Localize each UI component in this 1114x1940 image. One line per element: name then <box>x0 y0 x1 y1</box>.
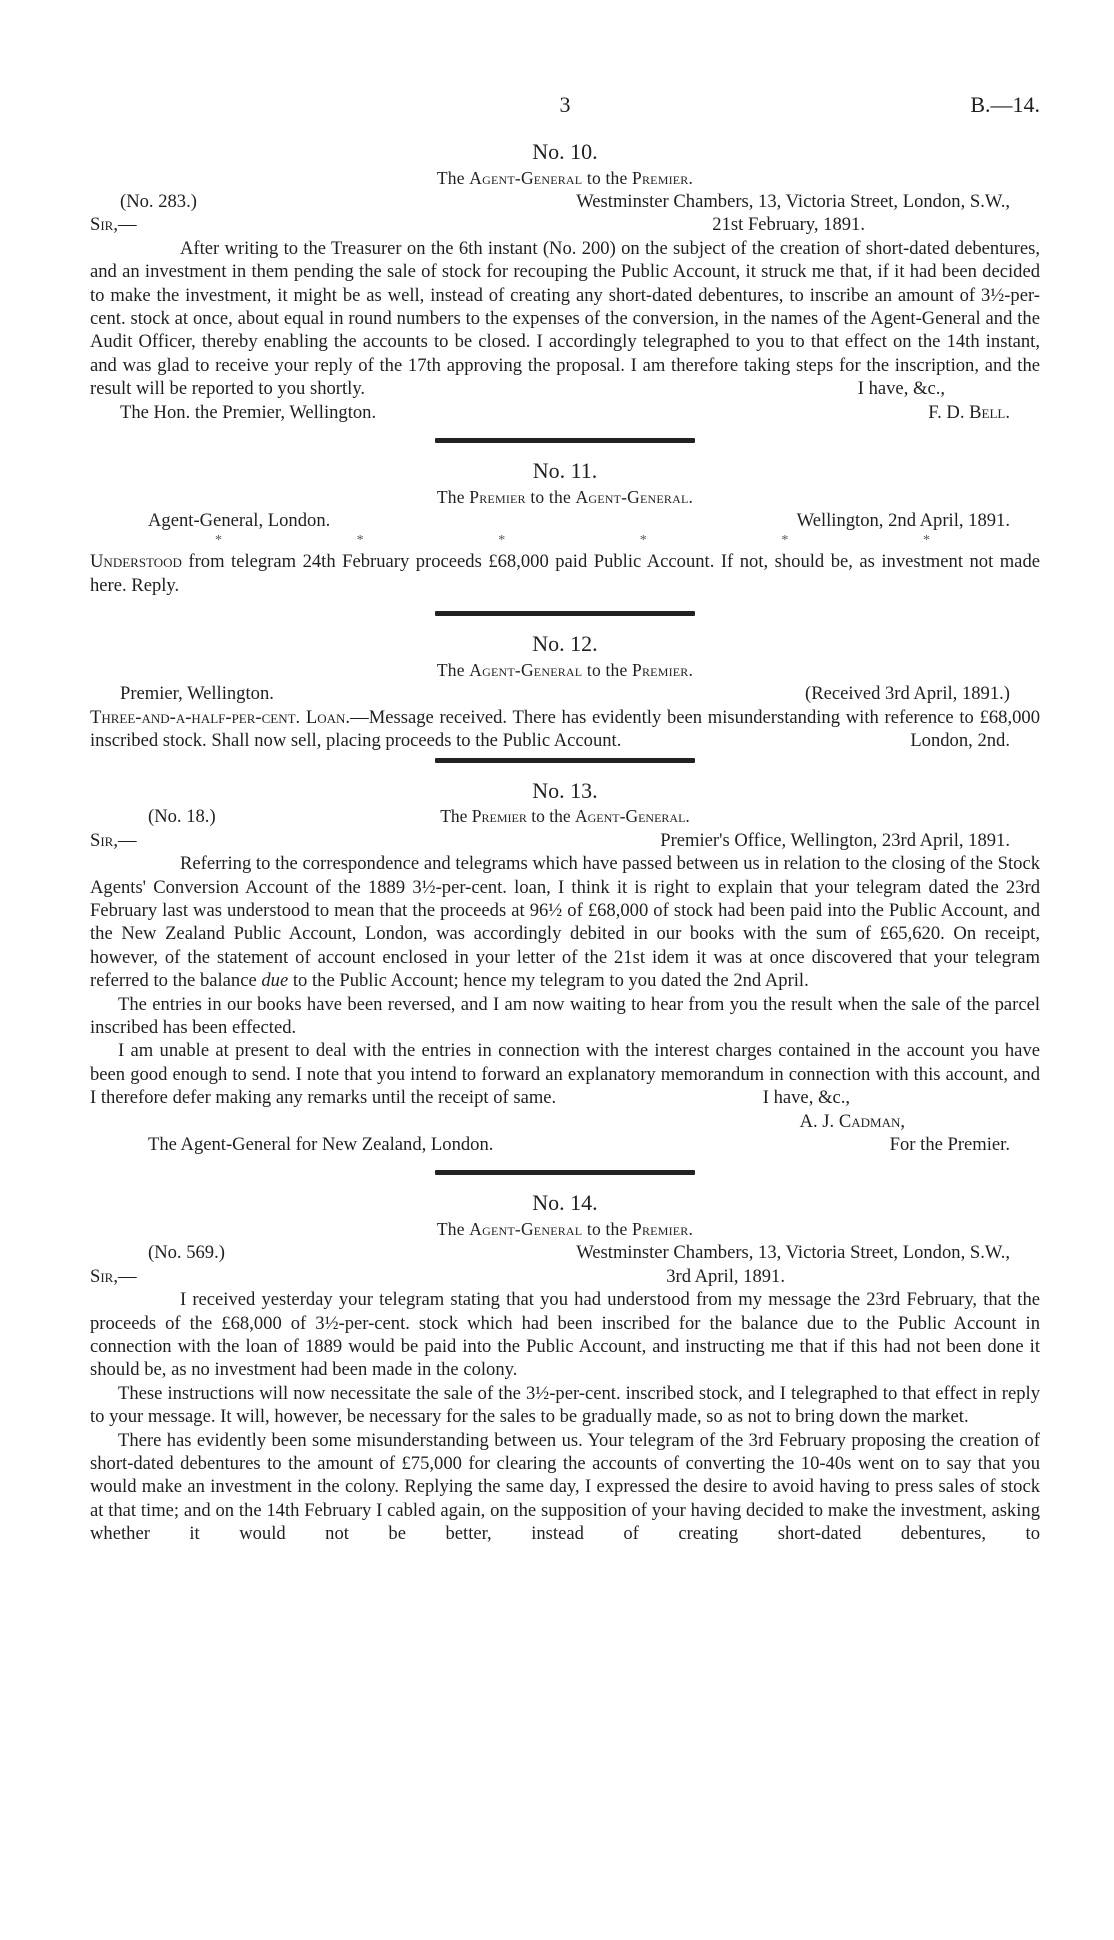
section-divider <box>435 438 695 443</box>
letter-number: No. 13. <box>532 778 598 804</box>
telegram-place: London, 2nd. <box>910 730 1010 752</box>
letter-from-to: The Agent-General to the Premier. <box>436 660 694 681</box>
letter-paragraph-2: These instructions will now necessitate the sale of the 3½-per-cent. inscribed stock, and I telegraphed to that effect in reply to your message. It will, however, be necessary for the sales to be gradually made, so as not to bring down the market. <box>90 1382 1040 1428</box>
letter-paragraph-3: There has evidently been some misunderstanding between us. Your telegram of the 3rd February proposing the creation of short-dated debentures to the amount of £75,000 for clearing the accounts of converting the 10-40s went on to say that you would make an investment in the colony. Replying the same day, I expressed the desire to avoid having to press sales of stock at that time; and on the 14th February I cabled again, on the supposition of your having decided to make the investment, asking whether it would not be better, instead of creating short-dated debentures, to <box>90 1429 1040 1545</box>
letter-date: 3rd April, 1891. <box>666 1265 785 1287</box>
addressee: The Hon. the Premier, Wellington. <box>120 401 377 423</box>
letter-from-to: The Agent-General to the Premier. <box>436 168 694 188</box>
section-divider <box>435 758 695 763</box>
letter-ref-number: (No. 283.) <box>120 191 197 212</box>
section-divider <box>435 1170 695 1175</box>
telegram-place-date: Wellington, 2nd April, 1891. <box>796 510 1010 532</box>
letter-no-13 <box>90 777 1040 1175</box>
asterisks: * * * * * * <box>215 533 930 549</box>
closing: I have, &c., <box>762 1087 850 1109</box>
letter-ref-number: (No. 569.) <box>148 1242 225 1264</box>
letter-paragraph-2: The entries in our books have been reversed, and I am now waiting to hear from you the result when the sale of the parcel inscribed has been effected. <box>90 993 1040 1039</box>
page-header <box>90 92 1040 132</box>
letter-ref-number: (No. 18.) <box>148 806 216 828</box>
signature-capacity: For the Premier. <box>889 1134 1010 1156</box>
letter-number: No. 10. <box>532 139 598 164</box>
letter-address: Westminster Chambers, 13, Victoria Street, London, S.W., <box>576 1242 1010 1264</box>
letter-no-12 <box>90 630 1040 763</box>
signature: A. J. Cadman, <box>799 1110 905 1132</box>
telegram-to: Agent-General, London. <box>148 510 331 532</box>
document-reference: B.—14. <box>970 92 1040 117</box>
section-divider <box>435 611 695 616</box>
salutation: Sir,— <box>90 1265 137 1287</box>
letter-from-to: The Premier to the Agent-General. <box>436 487 694 508</box>
telegram-to: Premier, Wellington. <box>120 683 274 705</box>
received-date: (Received 3rd April, 1891.) <box>805 683 1010 705</box>
signature: F. D. Bell. <box>928 401 1010 423</box>
letter-body: After writing to the Treasurer on the 6th instant (No. 200) on the subject of the creation of short-dated debentures, and an investment in them pending the sale of stock for recouping the Public Account, it struck me that, if it had been decided to make the investment, it might be as well, instead of creating any short-dated debentures, to inscribe an amount of 3½-per-cent. stock at once, about equal in round numbers to the expenses of the conversion, in the names of the Agent-General and the Audit Officer, thereby enabling the accounts to be closed. I accordingly telegraphed to you to that effect on the 14th instant, and was glad to receive your reply of the 17th approving the proposal. I am therefore taking steps for the inscription, and the result will be reported to you shortly. <box>90 237 1040 400</box>
addressee: The Agent-General for New Zealand, London. <box>148 1134 494 1156</box>
telegram-body: Three-and-a-half-per-cent. Loan.—Message received. There has evidently been misunderstanding with reference to £68,000 inscribed stock. Shall now sell, placing proceeds to the Public Account. <box>90 706 1040 752</box>
letter-paragraph-1: Referring to the correspondence and telegrams which have passed between us in relation to the closing of the Stock Agents' Conversion Account of the 1889 3½-per-cent. loan, I think it is right to explain that your telegram dated the 23rd February last was understood to mean that the proceeds at 96½ of £68,000 of stock had been paid into the Public Account, and the New Zealand Public Account, London, was accordingly debited in our books with the sum of £65,620. On receipt, however, of the statement of account enclosed in your letter of the 21st idem it was at once discovered that your telegram referred to the balance due to the Public Account; hence my telegram to you dated the 2nd April. <box>90 853 1040 992</box>
salutation: Sir,— <box>90 829 137 851</box>
telegram-body: Understood from telegram 24th February proceeds £68,000 paid Public Account. If not, should be, as investment not made here. Reply. <box>90 551 1040 596</box>
document-page <box>90 92 1040 1546</box>
letter-number: No. 14. <box>532 1190 598 1216</box>
letter-number: No. 11. <box>532 458 598 484</box>
letter-paragraph-1: I received yesterday your telegram stating that you had understood from my message the 23rd February, that the proceeds of the £68,000 of 3½-per-cent. stock which had been inscribed for the balance due to the Public Account in connection with the loan of 1889 would be paid into the Public Account, and instructing me that if this had not been done it should be, as no investment had been made in the colony. <box>90 1289 1040 1381</box>
closing: I have, &c., <box>857 378 945 400</box>
letter-from-to: The Premier to the Agent-General. <box>440 806 690 827</box>
salutation: Sir,— <box>90 214 137 236</box>
letter-number: No. 12. <box>532 631 598 657</box>
letter-address: Premier's Office, Wellington, 23rd April, 1891. <box>660 829 1010 851</box>
letter-no-11 <box>90 457 1040 616</box>
letter-no-10 <box>90 138 1040 443</box>
letter-date: 21st February, 1891. <box>712 214 865 236</box>
letter-no-14 <box>90 1189 1040 1545</box>
letter-address: Westminster Chambers, 13, Victoria Street, London, S.W., <box>576 191 1010 212</box>
page-number: 3 <box>559 92 571 117</box>
letter-from-to: The Agent-General to the Premier. <box>436 1219 694 1240</box>
letter-paragraph-3: I am unable at present to deal with the entries in connection with the interest charges contained in the account you have been good enough to send. I note that you intend to forward an explanatory memorandum in connection with this account, and I therefore defer making any remarks until the receipt of same. <box>90 1040 1040 1109</box>
